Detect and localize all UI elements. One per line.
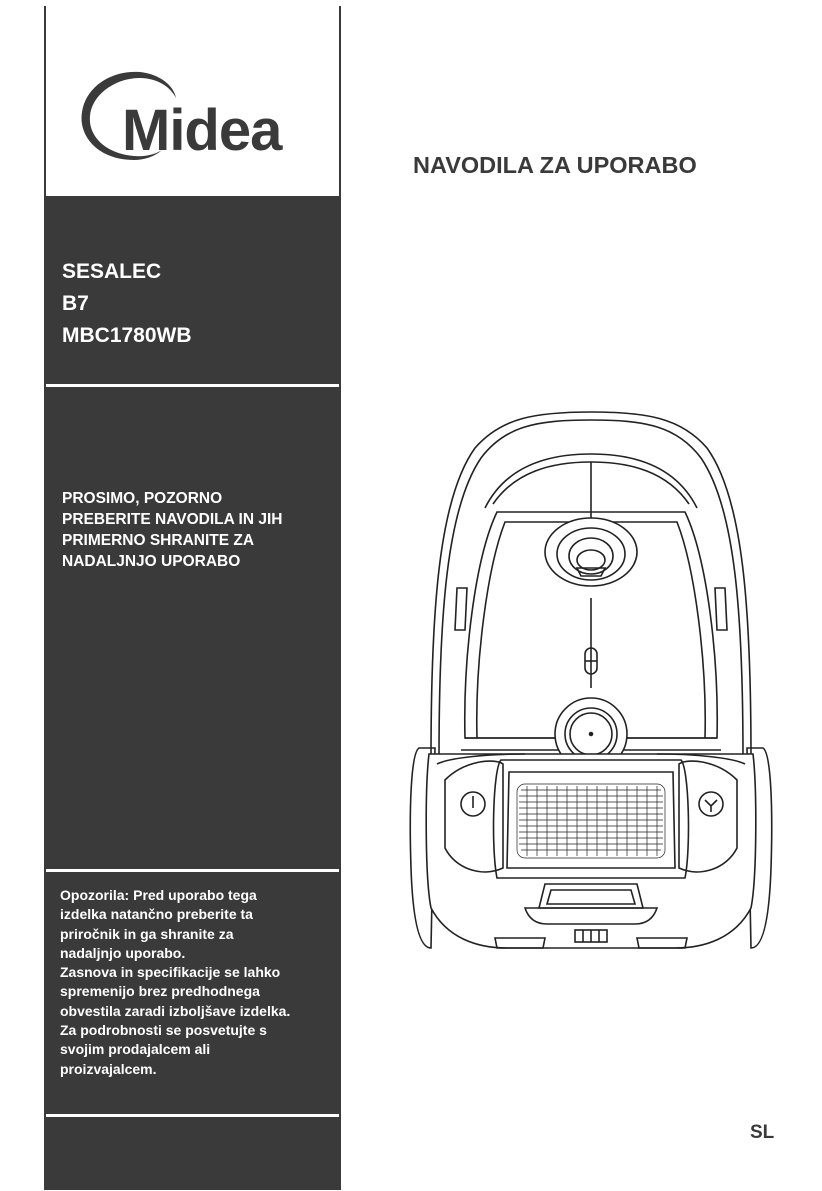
notice-line: PRIMERNO SHRANITE ZA <box>62 532 255 549</box>
brand-wordmark: Midea <box>122 98 282 163</box>
product-series: B7 <box>62 292 89 315</box>
warning-line: svojim prodajalcem ali <box>60 1041 211 1058</box>
product-model: MBC1780WB <box>62 324 192 347</box>
language-code: SL <box>750 1122 775 1143</box>
warning-line: obvestila zaradi izboljšave izdelka. <box>60 1002 291 1019</box>
cover-sidebar <box>44 6 341 1190</box>
warning-line: Za podrobnosti se posvetujte s <box>60 1022 267 1039</box>
logo-area <box>46 6 339 194</box>
warning-line: proizvajalcem. <box>60 1060 157 1077</box>
vacuum-cleaner-illustration <box>405 408 777 956</box>
warning-line: nadaljnjo uporabo. <box>60 944 186 961</box>
document-title: NAVODILA ZA UPORABO <box>413 152 697 178</box>
bottom-panel <box>46 1117 339 1190</box>
product-panel <box>46 196 339 384</box>
notice-line: PROSIMO, POZORNO <box>62 490 223 507</box>
warning-panel <box>46 872 339 1114</box>
warning-line: spremenijo brez predhodnega <box>60 983 260 1000</box>
notice-panel <box>46 387 339 869</box>
warning-line: Opozorila: Pred uporabo tega <box>60 887 257 903</box>
midea-logo <box>76 64 316 164</box>
warning-line: Zasnova in specifikacije se lahko <box>60 964 281 981</box>
warning-line: izdelka natančno preberite ta <box>60 906 253 923</box>
notice-line: PREBERITE NAVODILA IN JIH <box>62 511 283 528</box>
notice-line: NADALJNJO UPORABO <box>62 553 241 570</box>
warning-line: priročnik in ga shranite za <box>60 925 234 942</box>
product-type: SESALEC <box>62 260 162 283</box>
